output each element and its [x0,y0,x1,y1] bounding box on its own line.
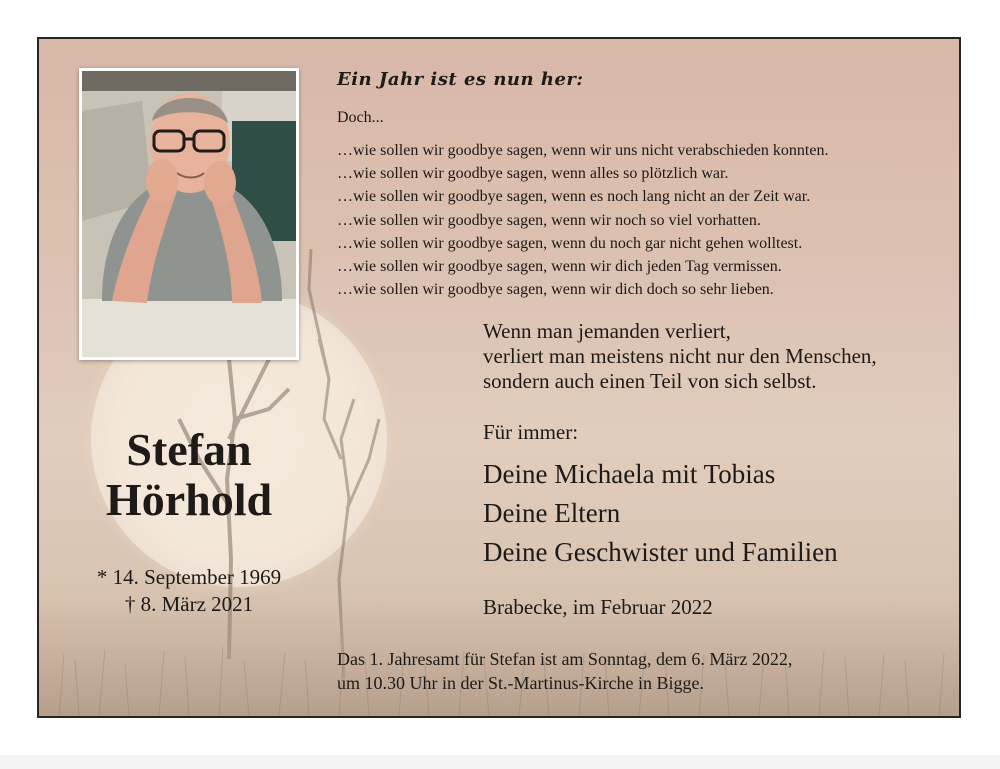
notice-line: Das 1. Jahresamt für Stefan ist am Sonntag, dem 6. März 2022, [337,649,793,669]
portrait-illustration [82,71,296,357]
first-name: Stefan [126,424,252,475]
quote-line: verliert man meistens nicht nur den Menschen, [483,344,877,368]
memorial-card [37,37,961,718]
quote [483,319,877,394]
portrait-photo [79,68,299,360]
last-name: Hörhold [105,474,273,525]
deceased-name [69,425,309,525]
death-date: † 8. März 2021 [124,592,254,616]
poem-line: …wie sollen wir goodbye sagen, wenn wir uns nicht verabschieden konnten. [337,142,829,159]
family-line: Deine Geschwister und Familien [483,537,838,567]
poem-line: …wie sollen wir goodbye sagen, wenn wir dich jeden Tag vermissen. [337,258,782,276]
family-line: Deine Eltern [483,498,621,528]
notice-line: um 10.30 Uhr in der St.-Martinus-Kirche in Bigge. [337,673,704,693]
heading: Ein Jahr ist es nun her: [337,69,584,90]
intro-text: Doch... [337,109,384,126]
family-signatures [483,455,838,572]
quote-line: sondern auch einen Teil von sich selbst. [483,369,817,393]
service-notice [337,647,792,695]
poem-line: …wie sollen wir goodbye sagen, wenn wir noch so viel vorhatten. [337,211,761,229]
place-date: Brabecke, im Februar 2022 [483,595,713,619]
poem-line: …wie sollen wir goodbye sagen, wenn alles so plötzlich war. [337,165,729,183]
poem [337,139,828,301]
quote-line: Wenn man jemanden verliert, [483,319,731,343]
family-line: Deine Michaela mit Tobias [483,459,776,489]
birth-date: * 14. September 1969 [96,565,282,589]
forever-label: Für immer: [483,420,579,444]
life-dates [69,564,309,618]
poem-line: …wie sollen wir goodbye sagen, wenn es noch lang nicht an der Zeit war. [337,188,811,206]
poem-line: …wie sollen wir goodbye sagen, wenn du noch gar nicht gehen wolltest. [337,234,803,252]
poem-line: …wie sollen wir goodbye sagen, wenn wir dich doch so sehr lieben. [337,281,774,299]
